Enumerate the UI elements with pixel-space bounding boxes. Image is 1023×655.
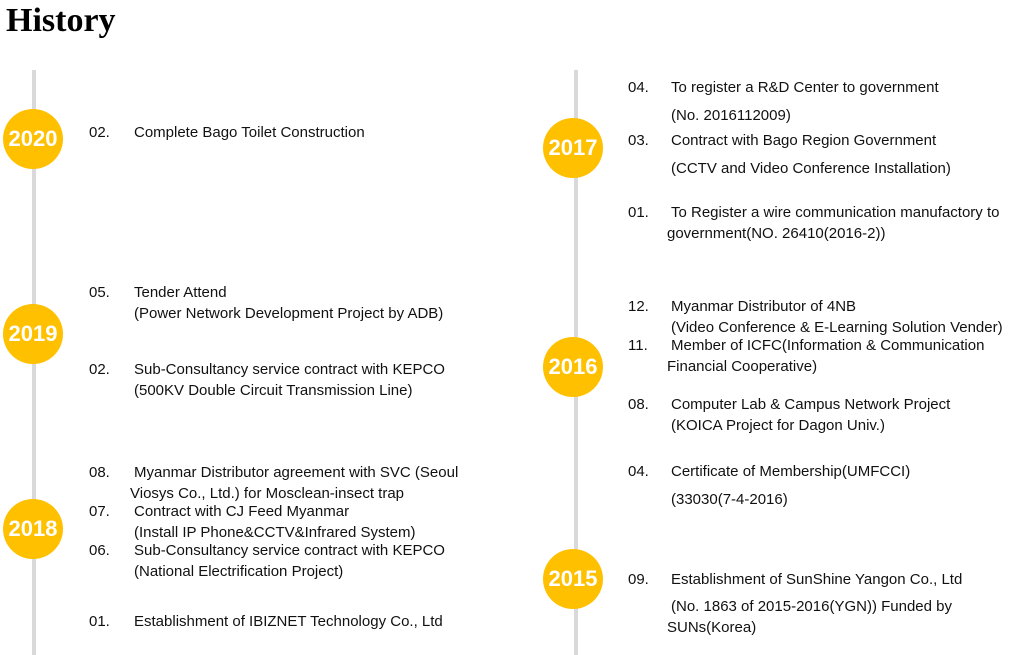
- entry-text-detail: (500KV Double Circuit Transmission Line): [134, 382, 413, 399]
- entry-text: Establishment of IBIZNET Technology Co., Ltd: [134, 613, 443, 630]
- entry-month: 08.: [89, 464, 110, 481]
- entry-text: Sub-Consultancy service contract with KEPCO: [134, 542, 445, 559]
- entry-text-detail: Viosys Co., Ltd.) for Mosclean-insect trap: [130, 485, 404, 502]
- entry-text: Complete Bago Toilet Construction: [134, 124, 365, 141]
- entry-text-detail: (33030(7-4-2016): [671, 491, 788, 508]
- entry-text: Contract with CJ Feed Myanmar: [134, 503, 350, 520]
- entry-text: Certificate of Membership(UMFCCI): [671, 463, 911, 480]
- entry-text-detail: (Power Network Development Project by ADB): [134, 305, 444, 322]
- entry-month: 06.: [89, 542, 110, 559]
- entry-month: 11.: [628, 337, 648, 354]
- entry-text-detail: (No. 2016112009): [671, 107, 791, 124]
- year-badge-2019: 2019: [3, 304, 63, 364]
- entry-text: Member of ICFC(Information & Communication: [671, 337, 985, 354]
- entry-month: 12.: [628, 298, 649, 315]
- entry-text: To register a R&D Center to government: [671, 79, 939, 96]
- year-badge-2020: 2020: [3, 109, 63, 169]
- entry-month: 04.: [628, 463, 649, 480]
- entry-month: 08.: [628, 396, 649, 413]
- entry-text: Contract with Bago Region Government: [671, 132, 937, 149]
- year-badge-2016: 2016: [543, 337, 603, 397]
- entry-text: Myanmar Distributor of 4NB: [671, 298, 857, 315]
- entry-month: 01.: [89, 613, 110, 630]
- entry-month: 09.: [628, 571, 649, 588]
- entry-text: Myanmar Distributor agreement with SVC (Seoul: [134, 464, 459, 481]
- entry-month: 04.: [628, 79, 649, 96]
- entry-month: 03.: [628, 132, 649, 149]
- entry-month: 07.: [89, 503, 110, 520]
- entry-text-detail: (Video Conference & E-Learning Solution Vender): [671, 319, 1003, 336]
- entry-text: Computer Lab & Campus Network Project: [671, 396, 951, 413]
- entry-text: Tender Attend: [134, 284, 227, 301]
- year-badge-2018: 2018: [3, 499, 63, 559]
- year-badge-2017: 2017: [543, 118, 603, 178]
- year-badge-2015: 2015: [543, 549, 603, 609]
- entry-month: 01.: [628, 204, 649, 221]
- entry-text: To Register a wire communication manufactory to: [671, 204, 1000, 221]
- entry-text-detail: Financial Cooperative): [667, 358, 818, 375]
- entry-month: 02.: [89, 124, 110, 141]
- entry-text-detail: (National Electrification Project): [134, 563, 344, 580]
- page-title: History: [6, 2, 116, 39]
- entry-text-detail: SUNs(Korea): [667, 619, 757, 636]
- entry-month: 02.: [89, 361, 110, 378]
- entry-text-detail: (CCTV and Video Conference Installation): [671, 160, 951, 177]
- entry-text-detail: government(NO. 26410(2016-2)): [667, 225, 886, 242]
- entry-text-detail: (Install IP Phone&CCTV&Infrared System): [134, 524, 416, 541]
- entry-text-detail: (No. 1863 of 2015-2016(YGN)) Funded by: [671, 598, 952, 615]
- entry-month: 05.: [89, 284, 110, 301]
- entry-text-detail: (KOICA Project for Dagon Univ.): [671, 417, 885, 434]
- entry-text: Establishment of SunShine Yangon Co., Ltd: [671, 571, 963, 588]
- entry-text: Sub-Consultancy service contract with KEPCO: [134, 361, 445, 378]
